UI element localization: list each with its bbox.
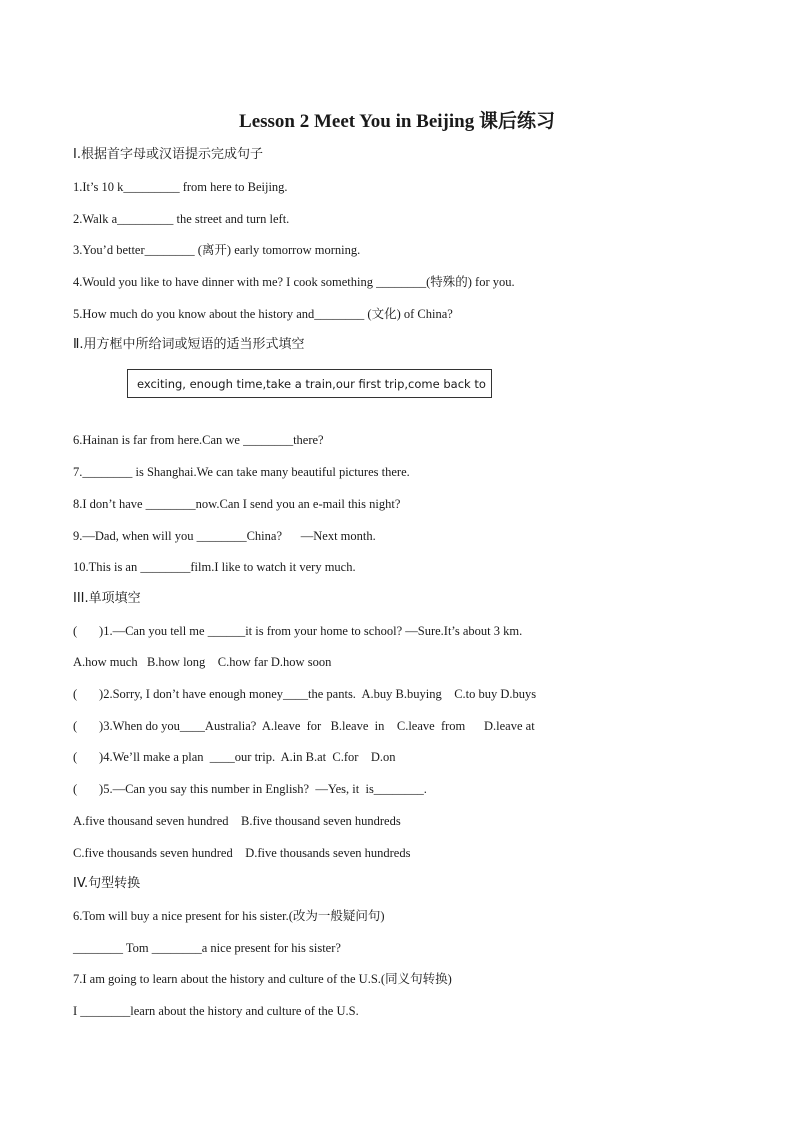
section-2-heading: Ⅱ.用方框中所给词或短语的适当形式填空	[73, 337, 305, 352]
page-title: Lesson 2 Meet You in Beijing 课后练习	[239, 111, 555, 132]
section-1-item-1: 1.It’s 10 k_________ from here to Beijing.	[73, 180, 288, 194]
section-2-item-10: 10.This is an ________film.I like to watch it very much.	[73, 560, 356, 574]
mc-question-3: ( )3.When do you____Australia? A.leave for B.leave in C.leave from D.leave at	[73, 719, 535, 733]
section-2-item-8: 8.I don’t have ________now.Can I send you an e-mail this night?	[73, 497, 401, 511]
transform-question-7: 7.I am going to learn about the history and culture of the U.S.(同义句转换)	[73, 972, 452, 986]
mc-question-2: ( )2.Sorry, I don’t have enough money____the pants. A.buy B.buying C.to buy D.buys	[73, 687, 537, 701]
section-2-item-7: 7.________ is Shanghai.We can take many beautiful pictures there.	[73, 465, 410, 479]
transform-answer-7: I ________learn about the history and culture of the U.S.	[73, 1004, 359, 1018]
mc-question-5: ( )5.—Can you say this number in English? —Yes, it is________.	[73, 782, 427, 796]
section-1-item-3: 3.You’d better________ (离开) early tomorrow morning.	[73, 243, 361, 257]
mc-options-5a: A.five thousand seven hundred B.five thousand seven hundreds	[73, 814, 401, 828]
section-1-item-4: 4.Would you like to have dinner with me? I cook something ________(特殊的) for you.	[73, 275, 515, 289]
mc-options-1: A.how much B.how long C.how far D.how soon	[73, 655, 332, 669]
mc-options-5b: C.five thousands seven hundred D.five thousands seven hundreds	[73, 846, 411, 860]
transform-answer-6: ________ Tom ________a nice present for his sister?	[73, 941, 341, 955]
section-2-item-9: 9.—Dad, when will you ________China? —Next month.	[73, 529, 376, 543]
section-1-item-5: 5.How much do you know about the history and________ (文化) of China?	[73, 307, 453, 321]
transform-question-6: 6.Tom will buy a nice present for his sister.(改为一般疑问句)	[73, 909, 385, 923]
section-4-heading: IV.句型转换	[73, 876, 141, 891]
mc-question-4: ( )4.We’ll make a plan ____our trip. A.in B.at C.for D.on	[73, 750, 396, 764]
mc-question-1: ( )1.—Can you tell me ______it is from your home to school? —Sure.It’s about 3 km.	[73, 624, 523, 638]
section-2-item-6: 6.Hainan is far from here.Can we ________there?	[73, 433, 324, 447]
section-3-heading: III.单项填空	[73, 591, 141, 606]
section-1-item-2: 2.Walk a_________ the street and turn left.	[73, 212, 290, 226]
section-1-heading: Ⅰ.根据首字母或汉语提示完成句子	[73, 147, 263, 162]
word-box: exciting, enough time,take a train,our first trip,come back to	[127, 369, 492, 398]
